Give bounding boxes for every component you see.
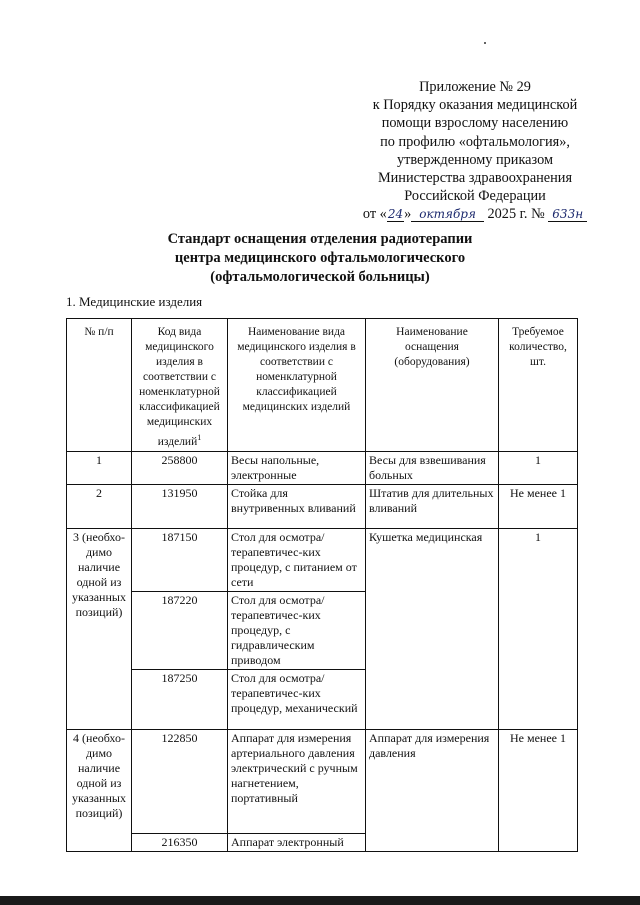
document-title: [120, 230, 520, 287]
header-num: № п/п: [67, 319, 132, 452]
appendix-line: к Порядку оказания медицинской: [372, 97, 578, 114]
scan-speck: [484, 42, 486, 44]
footnote-mark: 1: [197, 433, 202, 442]
handwritten-month: октября: [411, 207, 484, 222]
header-qty: Требуемое количество, шт.: [499, 319, 578, 452]
table-row: [67, 484, 578, 528]
cell-qty: 1: [499, 528, 578, 729]
title-line-2: центра медицинского офтальмологического: [174, 250, 466, 266]
cell-equipment: Кушетка медицинская: [366, 528, 499, 729]
cell-name: Стол для осмотра/терапевтичес-ких процедур, механический: [228, 669, 366, 729]
title-line-3: (офтальмологической больницы): [210, 269, 430, 285]
cell-code: 187150: [132, 528, 228, 591]
appendix-line: помощи взрослому населению: [381, 115, 569, 132]
cell-equipment: Весы для взвешивания больных: [366, 451, 499, 484]
cell-name: Аппарат для измерения артериального давления электрический с ручным нагнетением, портативный: [228, 729, 366, 833]
cell-code: 187220: [132, 591, 228, 669]
cell-qty: Не менее 1: [499, 729, 578, 851]
equipment-table: [66, 318, 578, 852]
cell-name: Аппарат электронный: [228, 833, 366, 851]
cell-equipment: Аппарат для измерения давления: [366, 729, 499, 851]
header-code-text: Код вида медицинского изделия в соответствии с номенклатурной классификацией медицинских изделий: [139, 326, 220, 448]
date-prefix: от «: [362, 206, 387, 223]
date-year: 2025 г. №: [487, 206, 545, 223]
header-equipment: Наименование оснащения (оборудования): [366, 319, 499, 452]
cell-code: 216350: [132, 833, 228, 851]
scan-edge: [0, 896, 640, 905]
appendix-line: Российской Федерации: [404, 188, 546, 205]
appendix-line: Министерства здравоохранения: [377, 170, 573, 187]
cell-qty: Не менее 1: [499, 484, 578, 528]
cell-name: Стойка для внутривенных вливаний: [228, 484, 366, 528]
table-header-row: [67, 319, 578, 452]
cell-code: 122850: [132, 729, 228, 833]
header-name: Наименование вида медицинского изделия в соответствии с номенклатурной классификацией медицинских изделий: [228, 319, 366, 452]
cell-num: 3 (необхо-димо наличие одной из указанных позиций): [67, 528, 132, 729]
cell-num: 2: [67, 484, 132, 528]
handwritten-day: 24: [387, 207, 404, 222]
appendix-header: [360, 78, 590, 224]
order-date-line: [360, 205, 590, 223]
title-line-1: Стандарт оснащения отделения радиотерапии: [167, 231, 473, 247]
cell-name: Весы напольные, электронные: [228, 451, 366, 484]
table-row: [67, 528, 578, 591]
cell-name: Стол для осмотра/терапевтичес-ких процедур, с питанием от сети: [228, 528, 366, 591]
table-row: [67, 451, 578, 484]
cell-num: 4 (необхо-димо наличие одной из указанных позиций): [67, 729, 132, 851]
appendix-line: Приложение № 29: [419, 79, 531, 95]
header-code: [132, 319, 228, 452]
cell-code: 187250: [132, 669, 228, 729]
handwritten-order-number: 633н: [548, 207, 587, 222]
cell-name: Стол для осмотра/терапевтичес-ких процедур, с гидравлическим приводом: [228, 591, 366, 669]
table-row: [67, 729, 578, 833]
appendix-line: по профилю «офтальмология»,: [380, 133, 570, 150]
cell-code: 131950: [132, 484, 228, 528]
cell-qty: 1: [499, 451, 578, 484]
section-title: 1. Медицинские изделия: [66, 294, 203, 309]
cell-equipment: Штатив для длительных вливаний: [366, 484, 499, 528]
cell-code: 258800: [132, 451, 228, 484]
date-mid: »: [404, 206, 412, 223]
cell-num: 1: [67, 451, 132, 484]
appendix-line: утвержденному приказом: [396, 151, 554, 168]
